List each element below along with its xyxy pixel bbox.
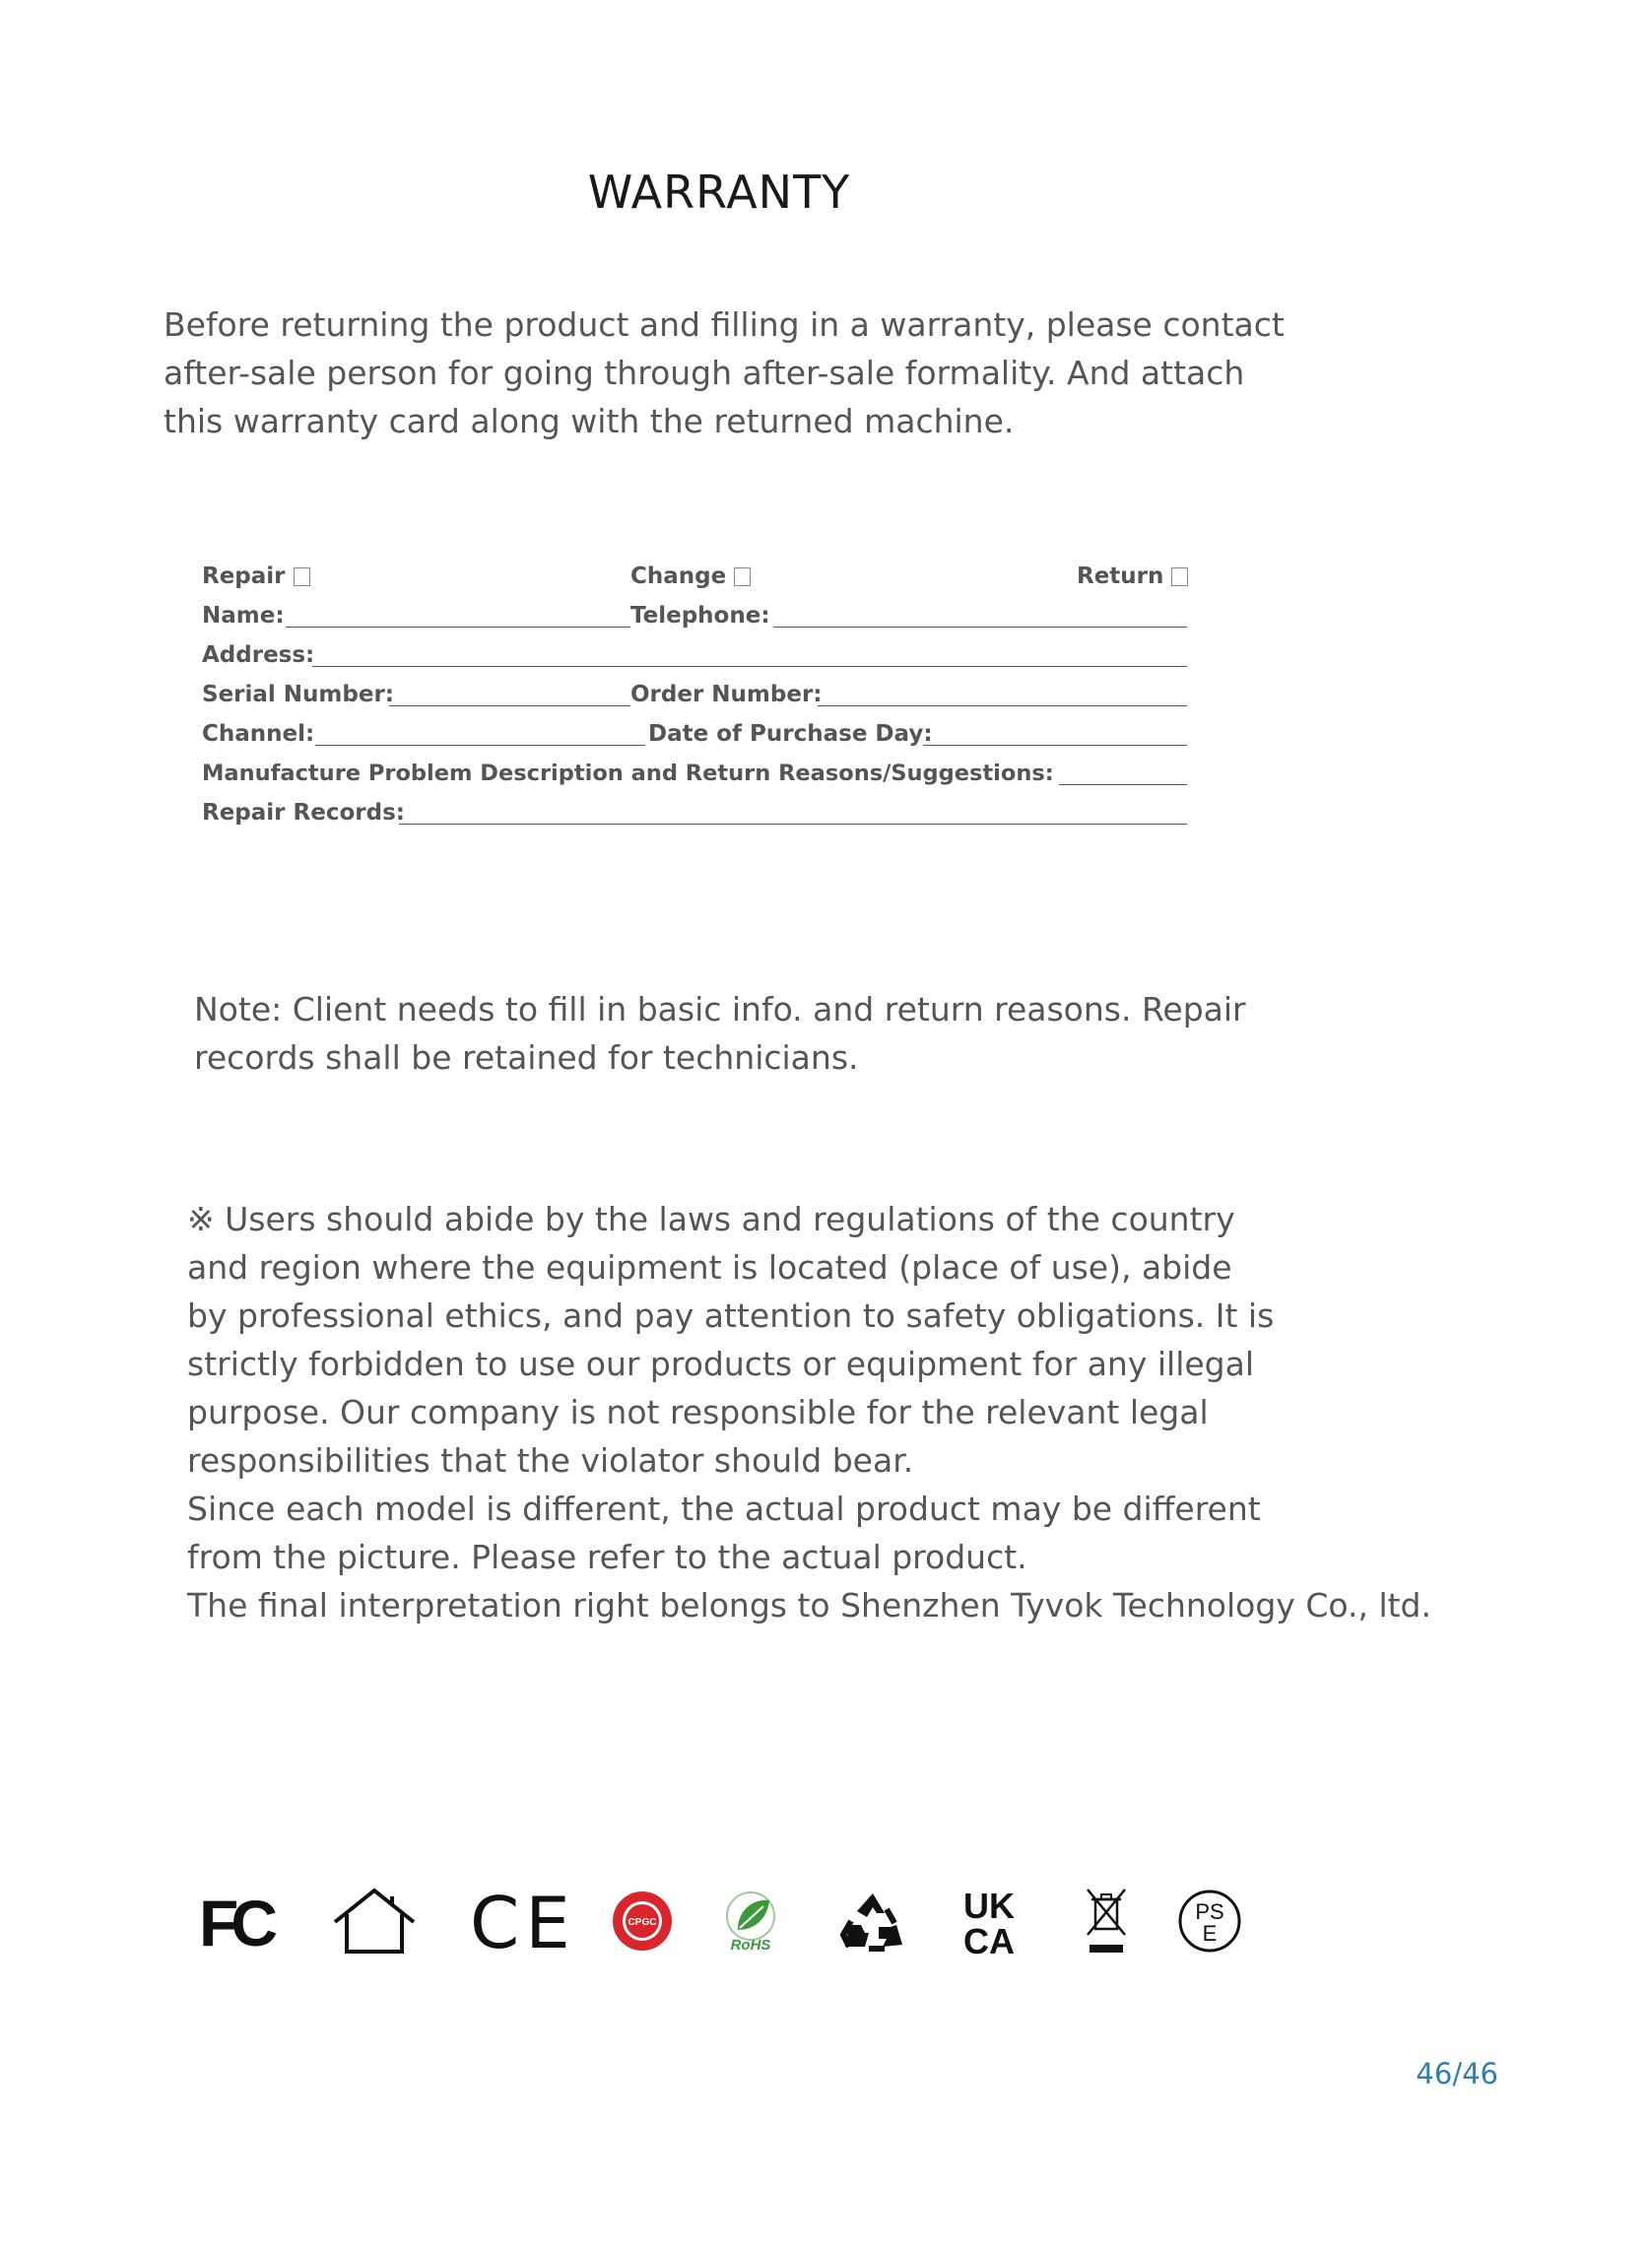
telephone-field[interactable] (773, 627, 1187, 628)
ukca-text-line1: UK (963, 1886, 1015, 1926)
purchase-date-label: Date of Purchase Day: (648, 721, 933, 747)
intro-line: Before returning the product and filling in a warranty, please contact (164, 305, 1285, 344)
telephone-label: Telephone: (630, 603, 770, 629)
cpgc-text: CPGC (628, 1917, 657, 1928)
rohs-text: RoHS (730, 1937, 771, 1954)
intro-paragraph (164, 300, 1296, 445)
house-icon (330, 1877, 419, 1965)
problem-description-field[interactable] (1059, 784, 1187, 785)
cpgc-icon (609, 1877, 676, 1965)
return-checkbox[interactable] (1171, 567, 1188, 586)
recycle-icon (837, 1877, 908, 1965)
ukca-icon (960, 1877, 1029, 1965)
pse-text-top: PS (1195, 1899, 1224, 1924)
disclaimer-line: ※ Users should abide by the laws and regulations of the country (187, 1200, 1235, 1238)
rohs-icon (716, 1877, 785, 1965)
disclaimer-line: strictly forbidden to use our products or equipment for any illegal (187, 1345, 1255, 1383)
name-field[interactable] (286, 627, 630, 628)
address-field[interactable] (312, 666, 1187, 667)
address-label: Address: (202, 642, 315, 668)
fcc-text: FC (198, 1887, 270, 1959)
repair-label: Repair (202, 564, 286, 589)
serial-number-field[interactable] (389, 705, 630, 706)
pse-icon (1175, 1877, 1244, 1965)
repair-option[interactable] (202, 562, 310, 591)
page-number: 46/46 (1416, 2057, 1498, 2090)
problem-description-label: Manufacture Problem Description and Return Reasons/Suggestions: (202, 761, 1054, 786)
disclaimer-line: and region where the equipment is located (place of use), abide (187, 1248, 1232, 1287)
disclaimer-line: The final interpretation right belongs to Shenzhen Tyvok Technology Co., ltd. (187, 1586, 1431, 1625)
channel-field[interactable] (315, 745, 645, 746)
note-paragraph (194, 985, 1278, 1082)
warranty-form (202, 562, 1187, 842)
serial-number-label: Serial Number: (202, 682, 394, 707)
repair-records-field[interactable] (399, 824, 1187, 825)
return-option[interactable] (1077, 562, 1188, 591)
disclaimer-line: Since each model is different, the actual product may be different (187, 1490, 1261, 1528)
repair-records-label: Repair Records: (202, 800, 405, 826)
change-checkbox[interactable] (734, 567, 751, 586)
fcc-icon (197, 1877, 291, 1965)
note-line: Note: Client needs to fill in basic info. and return reasons. Repair (194, 990, 1246, 1028)
pse-text-bottom: E (1202, 1921, 1218, 1946)
name-label: Name: (202, 603, 285, 629)
channel-label: Channel: (202, 721, 315, 747)
purchase-date-field[interactable] (923, 745, 1187, 746)
order-number-field[interactable] (818, 705, 1187, 706)
repair-checkbox[interactable] (294, 567, 310, 586)
disclaimer-line: responsibilities that the violator should bear. (187, 1441, 914, 1480)
order-number-label: Order Number: (630, 682, 823, 707)
disclaimer-line: purpose. Our company is not responsible for the relevant legal (187, 1393, 1209, 1431)
disclaimer-line: by professional ethics, and pay attention to safety obligations. It is (187, 1296, 1275, 1335)
ce-text: CE (469, 1882, 576, 1964)
weee-icon (1079, 1877, 1133, 1965)
disclaimer-line: from the picture. Please refer to the actual product. (187, 1538, 1027, 1576)
change-option[interactable] (630, 562, 751, 591)
intro-line: after-sale person for going through after-sale formality. And attach (164, 354, 1245, 392)
return-label: Return (1077, 564, 1164, 589)
disclaimer-paragraph (187, 1195, 1468, 1629)
note-line: records shall be retained for technicians. (194, 1038, 859, 1077)
intro-line: this warranty card along with the returned machine. (164, 402, 1015, 440)
change-label: Change (630, 564, 727, 589)
page-title: WARRANTY (587, 166, 851, 219)
ukca-text-line2: CA (963, 1921, 1015, 1961)
ce-icon (468, 1877, 576, 1965)
certification-icons (197, 1877, 1261, 1965)
